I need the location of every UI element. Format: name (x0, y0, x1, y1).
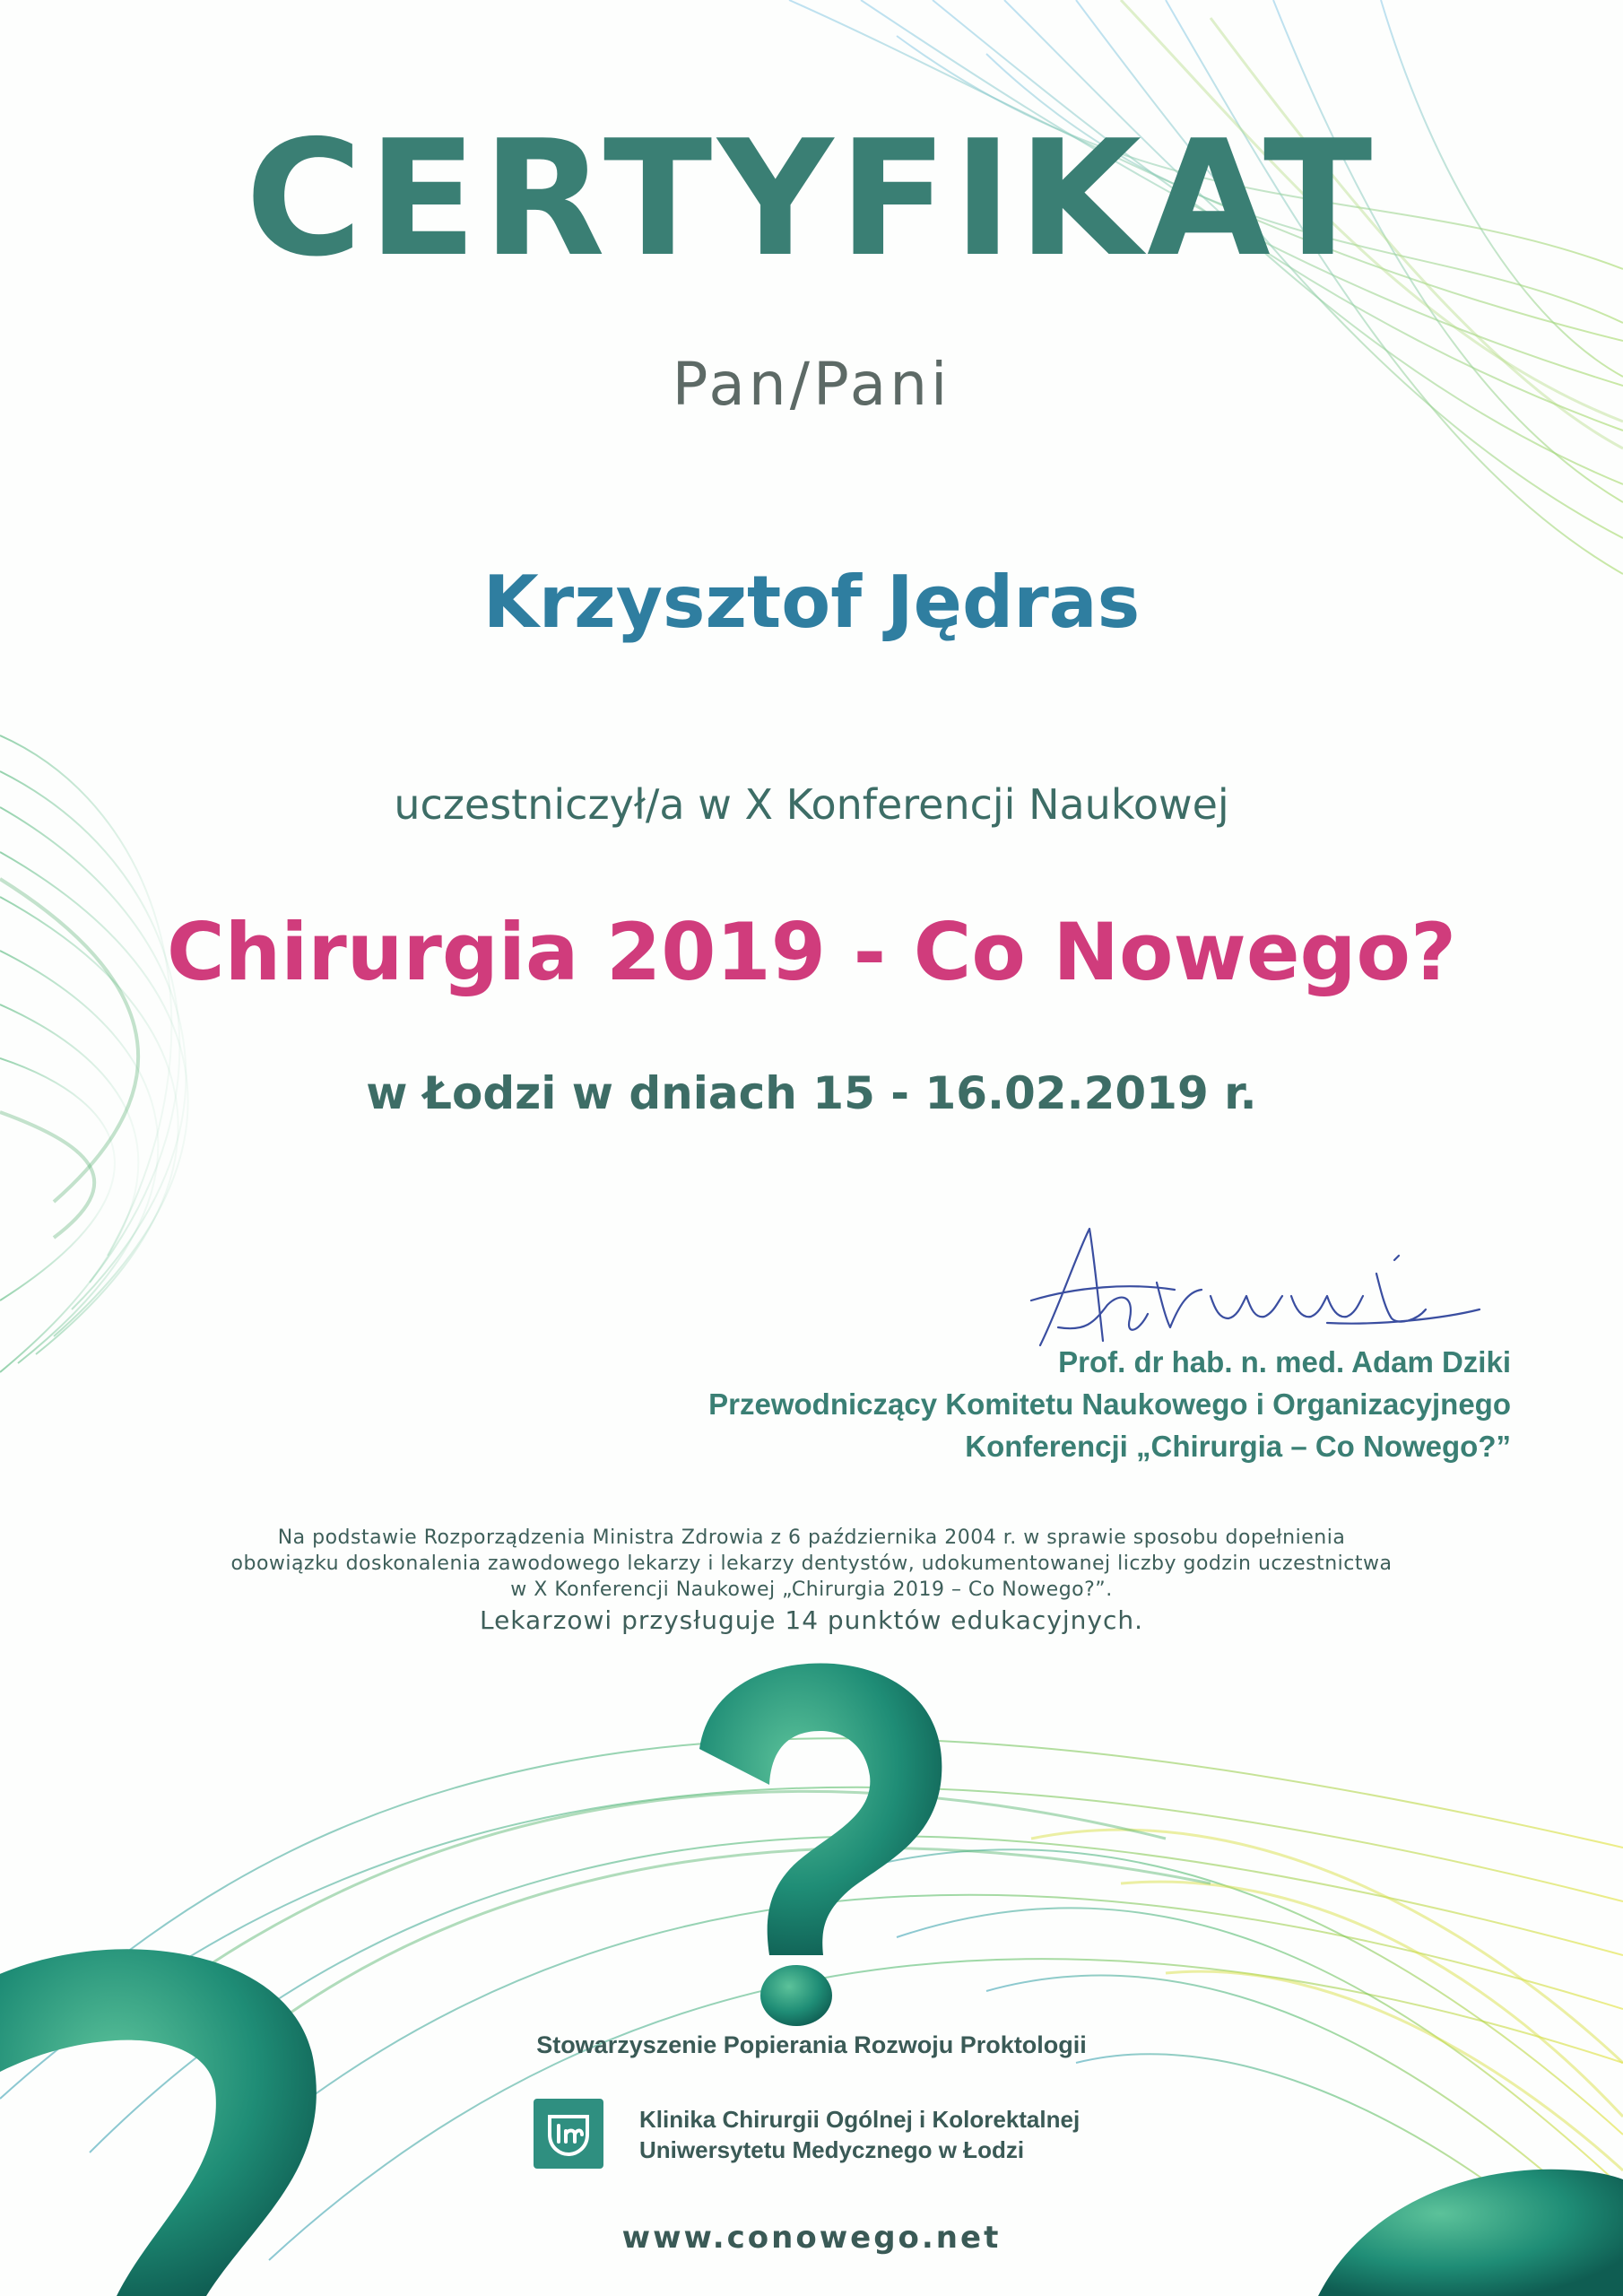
signatory-role-line2: Konferencji „Chirurgia – Co Nowego?” (965, 1430, 1511, 1463)
legal-line-2: obowiązku doskonalenia zawodowego lekarzy i lekarzy dentystów, udokumentowanej liczby godzin uczestnictwa (230, 1552, 1393, 1575)
clinic-logo-icon (534, 2099, 603, 2169)
legal-line-1: Na podstawie Rozporządzenia Ministra Zdrowia z 6 października 2004 r. w sprawie sposobu dopełnienia (277, 1526, 1346, 1549)
education-points: Lekarzowi przysługuje 14 punktów edukacyjnych. (479, 1605, 1144, 1635)
legal-line-3: w X Konferencji Naukowej „Chirurgia 2019 – Co Nowego?”. (510, 1578, 1113, 1601)
website-url: www.conowego.net (621, 2220, 1002, 2256)
signatory-name: Prof. dr hab. n. med. Adam Dziki (1058, 1345, 1511, 1378)
clinic-name-line2: Uniwersytetu Medycznego w Łodzi (639, 2136, 1025, 2163)
recipient-name: Krzysztof Jędras (482, 561, 1141, 644)
certificate-title: CERTYFIKAT (245, 106, 1378, 291)
participation-text: uczestniczył/a w X Konferencji Naukowej (394, 780, 1229, 829)
signature-image (1022, 1220, 1488, 1354)
salutation: Pan/Pani (672, 350, 951, 419)
organizer-association: Stowarzyszenie Popierania Rozwoju Proktologii (536, 2031, 1087, 2058)
legal-notice (0, 1525, 1623, 1603)
decorative-question-mark-center (699, 1663, 942, 2026)
clinic-name (639, 2104, 1106, 2165)
clinic-name-line1: Klinika Chirurgii Ogólnej i Kolorektalnej (639, 2106, 1081, 2133)
signatory-role-line1: Przewodniczący Komitetu Naukowego i Organizacyjnego (708, 1387, 1511, 1421)
signatory-block (708, 1341, 1511, 1467)
conference-name: Chirurgia 2019 - Co Nowego? (167, 906, 1456, 998)
place-and-date: w Łodzi w dniach 15 - 16.02.2019 r. (366, 1067, 1257, 1119)
